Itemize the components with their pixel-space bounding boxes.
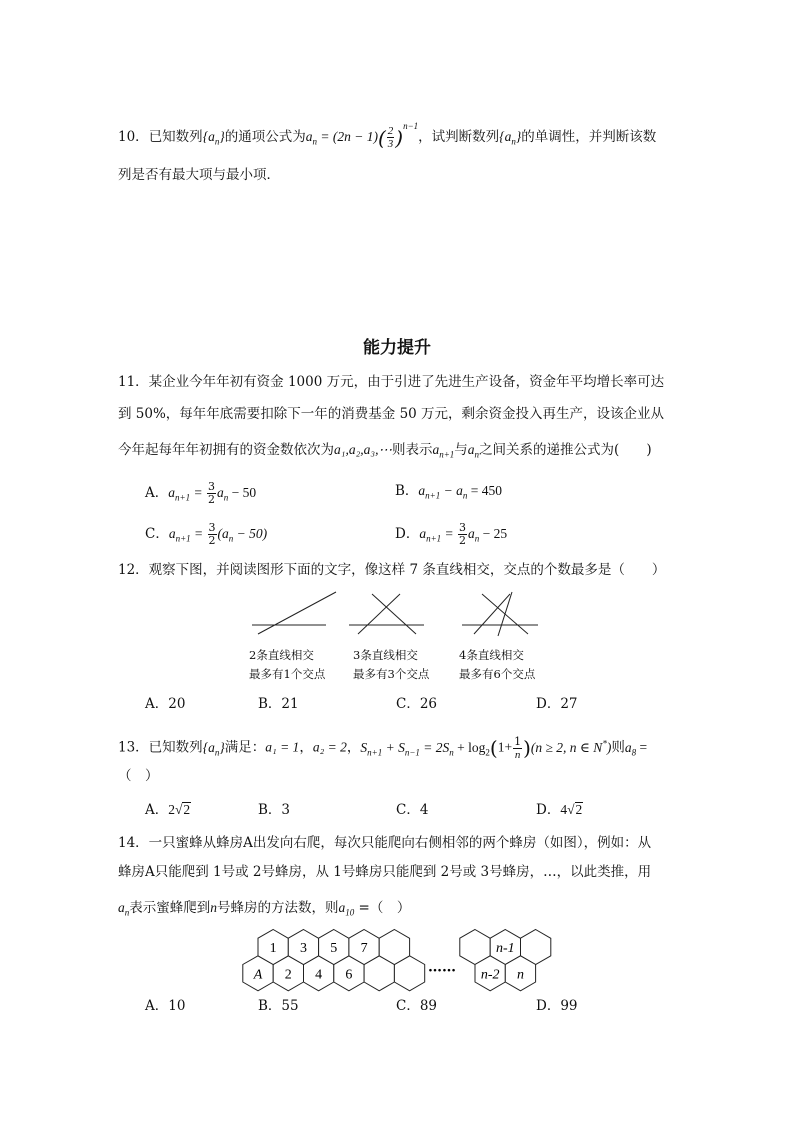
- q14-option-a[interactable]: A．10: [145, 998, 186, 1014]
- q11-option-a[interactable]: A．$a_{n+1}$ = $\frac{3}{2}$ $a_n - 50$: [145, 480, 257, 506]
- caption-3-lines: 3条直线相交 最多有3个交点: [353, 648, 430, 681]
- q10-line1: 10．已知数列$\{a_n\}$的通项公式为$a_n = (2n - 1)$( $\frac{2}{3}$ )$^{n-1}$，试判断数列$\{a_n\}$的单调性，并判断该数: [118, 121, 657, 151]
- hex-top-1-label: 3: [299, 941, 307, 956]
- q11-option-b[interactable]: B．$a_{n+1} - a_n = 450$: [395, 483, 502, 501]
- q13-option-d[interactable]: D．4√2: [536, 802, 583, 818]
- section-title: 能力提升: [363, 338, 431, 358]
- hex-bottom-2-label: 4: [315, 967, 323, 983]
- q13-line1: 13．已知数列$\{a_n\}$满足：a₁ = 1，a₂ = 2，$S_{n+1} + S_{n-1} = 2S_n + \log_2(1+$ $\frac{1}{n}$ )(n ≥ 2, n ∈ N*)则$a_8$ =: [118, 734, 648, 761]
- q14-option-c[interactable]: C．89: [396, 998, 438, 1014]
- q14-line2: 蜂房A只能爬到 1号或 2号蜂房，从 1号蜂房只能爬到 2号或 3号蜂房，…，以此类推，用: [118, 864, 652, 880]
- figure-4-lines: [462, 592, 538, 636]
- hex-top-0-label: 1: [269, 941, 277, 956]
- hex-bottom-3-label: 6: [345, 967, 353, 983]
- q13-option-b[interactable]: B．3: [258, 802, 291, 818]
- seq-an: $\{a_n\}$: [202, 129, 225, 147]
- q12-option-c[interactable]: C．26: [396, 696, 438, 712]
- q13-option-c[interactable]: C．4: [396, 802, 429, 818]
- q12-option-b[interactable]: B．21: [258, 696, 299, 712]
- honeycomb-figure: [0, 928, 794, 998]
- q11-option-d[interactable]: D．$a_{n+1}$ = $\frac{3}{2}$ $a_n - 25$: [395, 521, 508, 547]
- lines-figure: [0, 588, 794, 648]
- q12-option-d[interactable]: D．27: [536, 696, 578, 712]
- hex-bottom-0-label: A: [253, 967, 263, 983]
- formula: $a_n = (2n - 1)$( $\frac{2}{3}$ )$^{n-1}$: [305, 121, 419, 151]
- q11-line3: 今年起每年年初拥有的资金数依次为a₁,a₂,a₃,⋯则表示$a_{n+1}$与$a_n$之间关系的递推公式为( ): [118, 442, 652, 460]
- q12-option-a[interactable]: A．20: [145, 696, 186, 712]
- hex-right-bottom-1-label: n: [516, 967, 524, 983]
- caption-4-lines: 4条直线相交 最多有6个交点: [459, 648, 536, 681]
- hex-right-top-1-label: n-1: [495, 941, 515, 956]
- hex-top-3-label: 7: [360, 941, 368, 956]
- hex-right-bottom-0-label: n-2: [480, 967, 500, 983]
- q11-option-c[interactable]: C．$a_{n+1}$ = $\frac{3}{2}$ $(a_n - 50)$: [145, 521, 268, 547]
- q10-line2: 列是否有最大项与最小项．: [118, 167, 280, 183]
- hex-top-2-label: 5: [330, 941, 338, 956]
- q14-option-b[interactable]: B．55: [258, 998, 299, 1014]
- figure-2-lines: [252, 592, 336, 634]
- q12-line1: 12．观察下图，并阅读图形下面的文字，像这样 7 条直线相交，交点的个数最多是（ ）: [118, 562, 666, 578]
- q11-line2: 到 50%，每年年底需要扣除下一年的消费基金 50 万元，剩余资金投入再生产，设该企业从: [118, 406, 665, 422]
- ellipsis-dots: ……: [428, 959, 456, 976]
- caption-2-lines: 2条直线相交 最多有1个交点: [249, 648, 326, 681]
- q13-option-a[interactable]: A．2√2: [145, 802, 191, 818]
- q13-line2: （ ）: [118, 768, 159, 784]
- q14-line1: 14．一只蜜蜂从蜂房A出发向右爬，每次只能爬向右侧相邻的两个蜂房（如图），例如：从: [118, 835, 652, 851]
- q14-option-d[interactable]: D．99: [536, 998, 578, 1014]
- q11-line1: 11．某企业今年年初有资金 1000 万元，由于引进了先进生产设备，资金年平均增长率可达: [118, 374, 665, 390]
- figure-3-lines: [349, 594, 424, 634]
- hex-bottom-1-label: 2: [284, 967, 292, 983]
- q14-line3: $a_n$表示蜜蜂爬到n号蜂房的方法数，则$a_{10}$ =（ ）: [118, 900, 411, 918]
